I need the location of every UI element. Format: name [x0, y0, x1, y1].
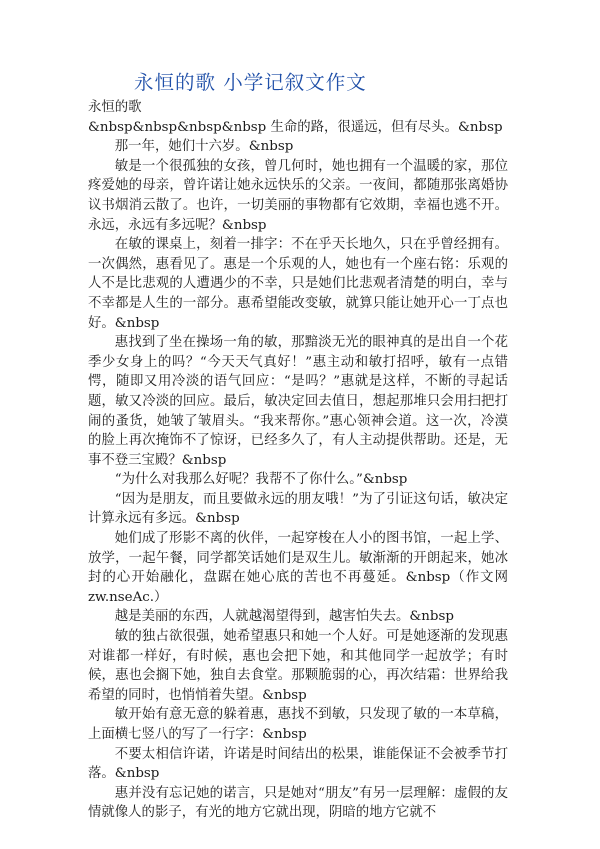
paragraph: 敏的独占欲很强，她希望惠只和她一个人好。可是她逐渐的发现惠对谁都一样好，有时候，惠也会把下她，和其他同学一起放学；有时候，惠也会搁下她，独自去食堂。那颗脆弱的心，再次结霜：世界给我希望的同时，也悄悄着失望。&nbsp [88, 629, 508, 703]
document-title: 永恒的歌 小学记叙文作文 [134, 71, 367, 94]
paragraph: 惠并没有忘记她的诺言，只是她对“朋友”有另一层理解：虚假的友情就像人的影子，有光的地方它就出现，阴暗的地方它就不 [88, 785, 508, 821]
paragraph: 她们成了形影不离的伙伴，一起穿梭在人小的图书馆，一起上学、放学，一起午餐，同学都笑话她们是双生儿。敏渐渐的开朗起来，她冰封的心开始融化，盘踞在她心底的苦也不再蔓延。&nbsp（作文网 zw.nseAc.） [88, 531, 508, 605]
document-subtitle: 永恒的歌 [88, 100, 142, 115]
paragraph: 那一年，她们十六岁。&nbsp [114, 139, 294, 155]
paragraph: 敏开始有意无意的躲着惠，惠找不到敏，只发现了敏的一本草稿，上面横七竖八的写了一行字：&nbsp [88, 707, 508, 742]
paragraph: 敏是一个很孤独的女孩，曾几何时，她也拥有一个温暖的家，那位疼爱她的母亲，曾许诺让她永远快乐的父亲。一夜间，都随那张离婚协议书烟消云散了。也许，一切美丽的事物都有它效期，幸福也逃不开。永远，永远有多远呢？&nbsp [88, 158, 508, 233]
paragraph: 惠找到了坐在操场一角的敏，那黯淡无光的眼神真的是出自一个花季少女身上的吗？“今天天气真好！”惠主动和敏打招呼，敏有一点错愕，随即又用冷淡的语气回应：“是吗？”惠就是这样，不断的寻起话题，敏又冷淡的回应。最后，敏决定回去值日，想起那堆只会用扫把打闹的蚤货，她皱了皱眉头。“我来帮你。”惠心领神会道。这一次，冷漠的脸上再次掩饰不了惊讶，已经多久了，有人主动提供帮助。还是，无事不登三宝殿？&nbsp [88, 335, 508, 468]
paragraph: 越是美丽的东西，人就越渴望得到，越害怕失去。&nbsp [114, 609, 454, 625]
paragraph: 不要太相信许诺，许诺是时间结出的松果，谁能保证不会被季节打落。&nbsp [88, 746, 508, 782]
paragraph: “因为是朋友，而且要做永远的朋友哦！”为了引证这句话，敏决定计算永远有多远。&nbsp [88, 491, 508, 527]
paragraph: “为什么对我那么好呢？我帮不了你什么。”&nbsp [114, 472, 408, 488]
paragraph: 在敏的课桌上，刻着一排字：不在乎天长地久，只在乎曾经拥有。一次偶然，惠看见了。惠是一个乐观的人，她也有一个座右铭：乐观的人不是比悲观的人遭遇少的不幸，只是她们比悲观者清楚的明白，幸与不幸都是人生的一部分。惠希望能改变敏，就算只能让她开心一丁点也好。&nbsp [88, 237, 508, 331]
document-page [88, 70, 508, 823]
paragraph: &nbsp&nbsp&nbsp&nbsp 生命的路，很遥远，但有尽头。&nbsp [88, 119, 503, 135]
